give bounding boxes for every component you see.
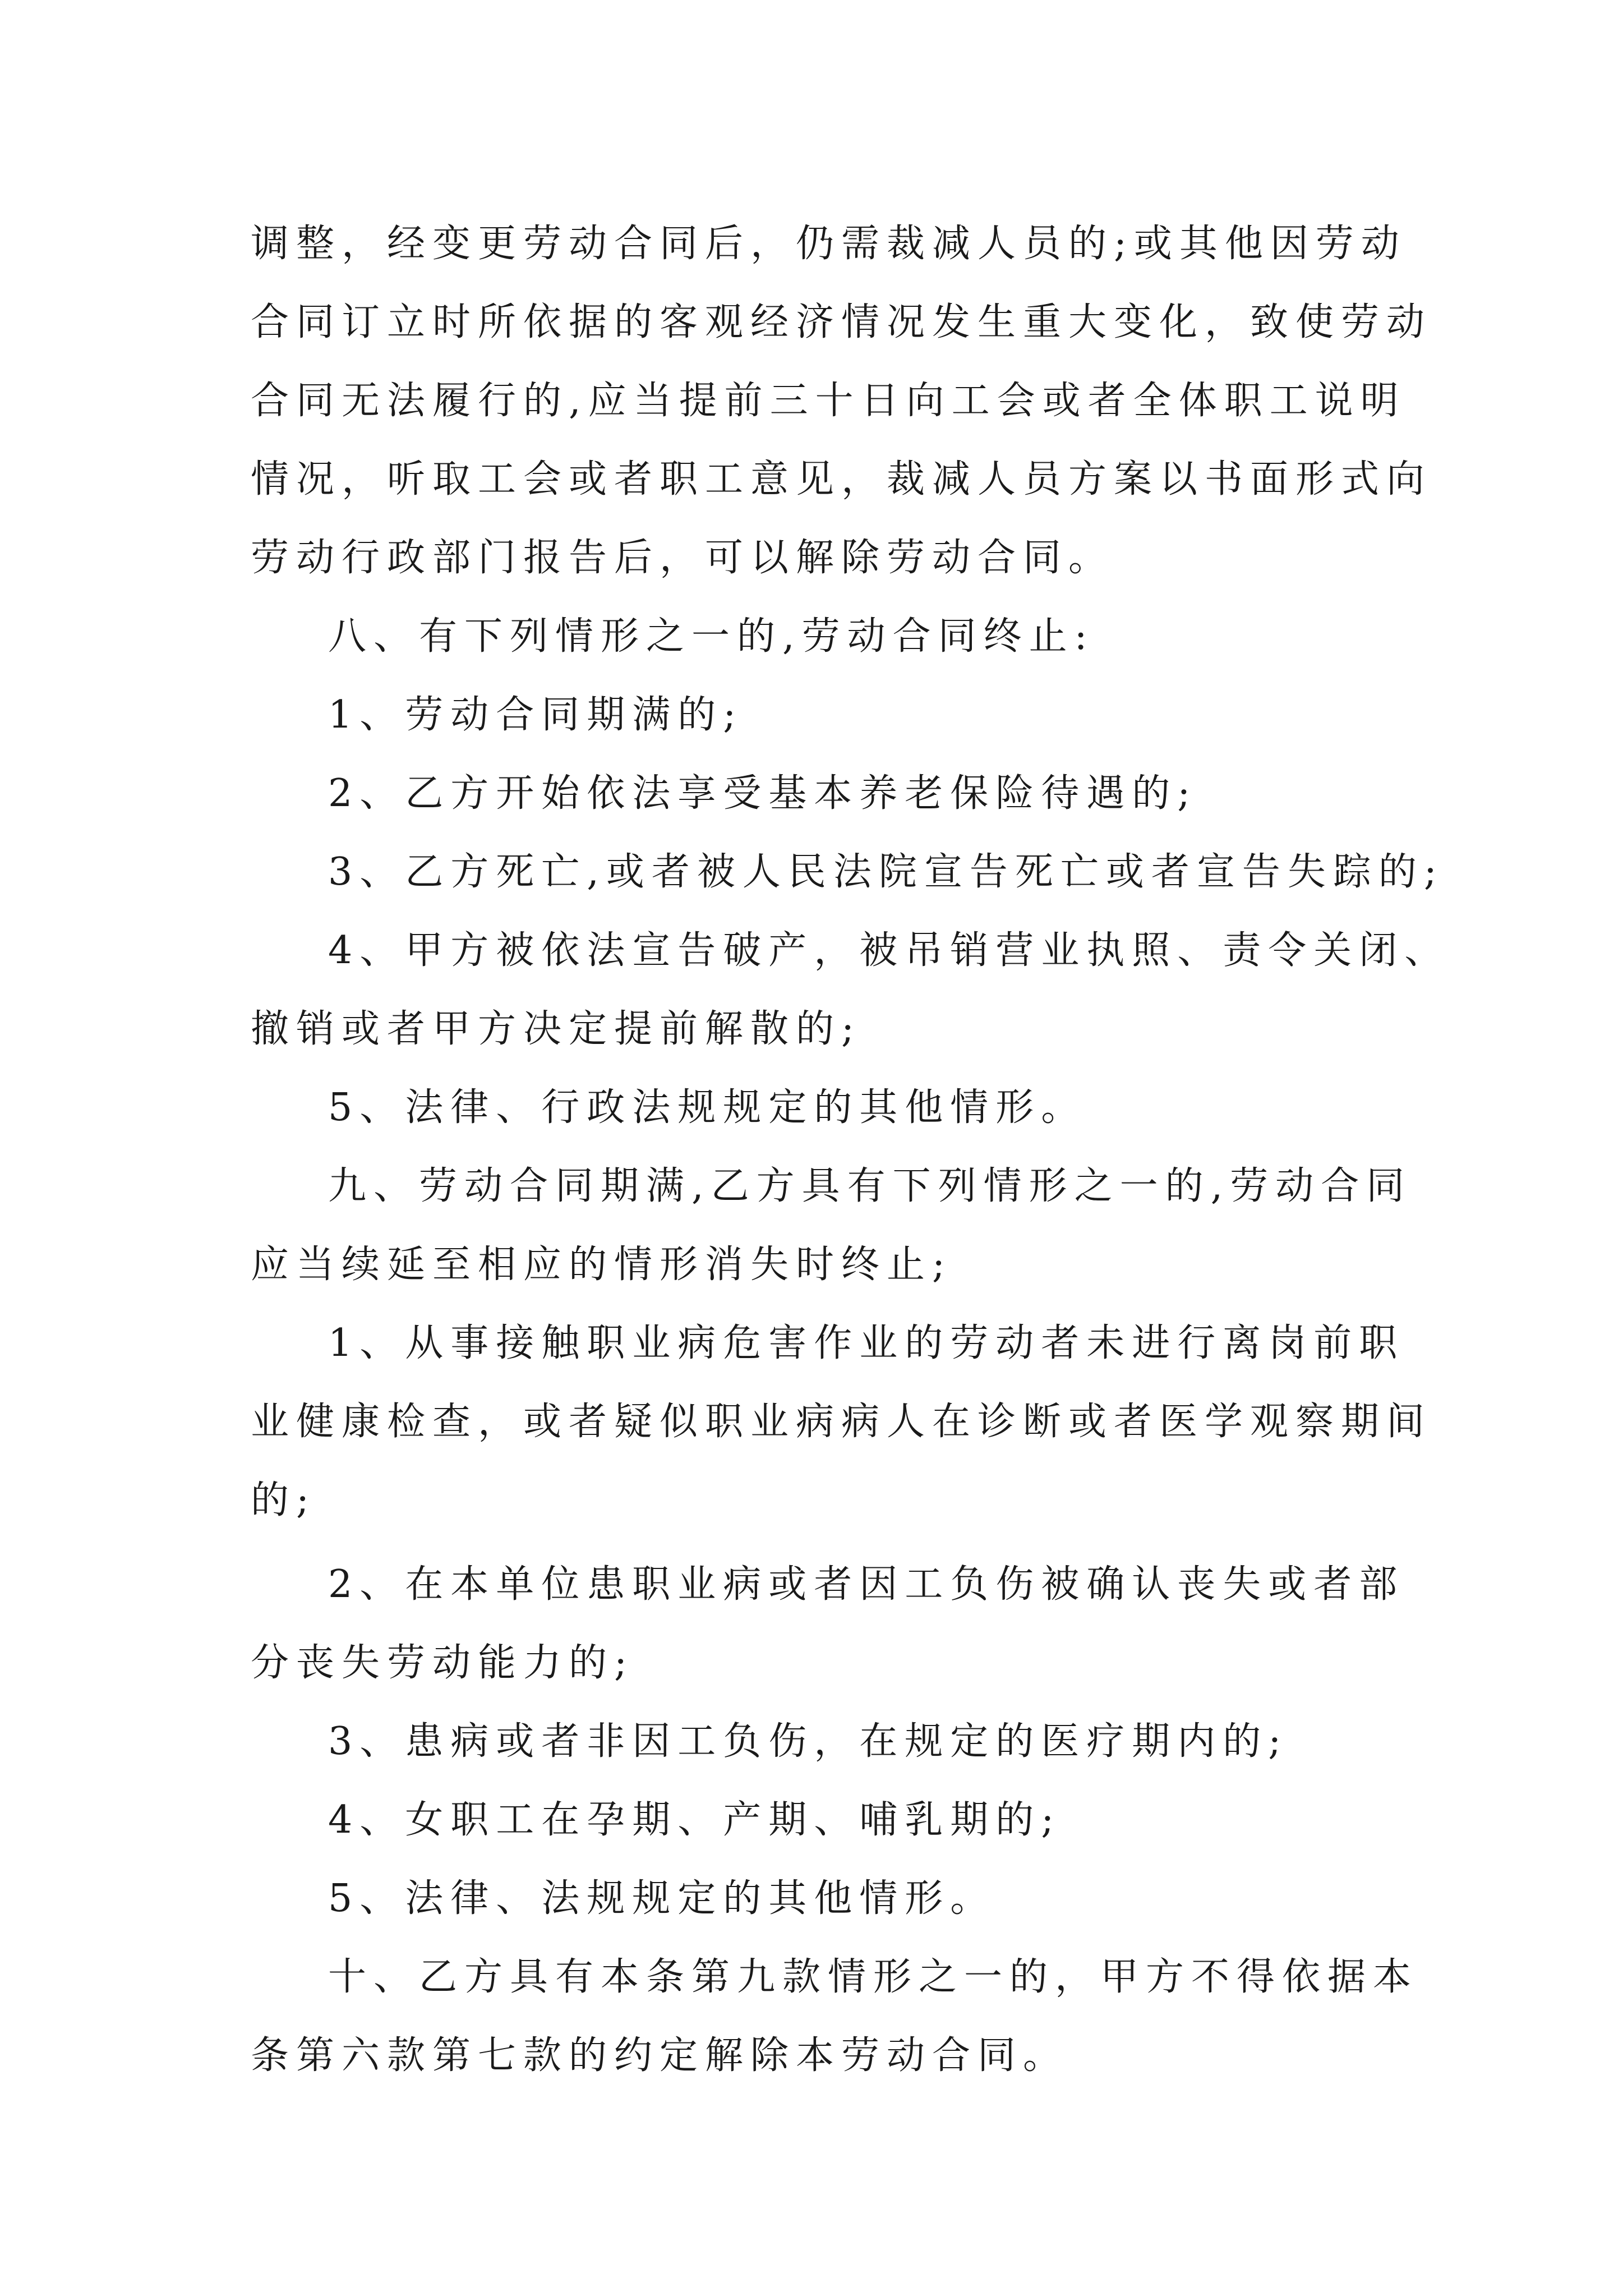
text-line: 条第六款第七款的约定解除本劳动合同。 xyxy=(251,2033,1069,2078)
list-item: 2、乙方开始依法享受基本养老保险待遇的; xyxy=(328,771,1198,816)
text-line: 应当续延至相应的情形消失时终止; xyxy=(251,1243,952,1287)
text-line: 业健康检查，或者疑似职业病病人在诊断或者医学观察期间 xyxy=(251,1400,1432,1444)
list-item: 4、甲方被依法宣告破产，被吊销营业执照、责令关闭、 xyxy=(328,928,1450,973)
text-line: 调整，经变更劳动合同后，仍需裁减人员的;或其他因劳动 xyxy=(251,222,1407,266)
list-item: 5、法律、行政法规规定的其他情形。 xyxy=(328,1085,1087,1130)
text-line: 的; xyxy=(251,1478,316,1522)
list-item: 1、从事接触职业病危害作业的劳动者未进行离岗前职 xyxy=(328,1321,1405,1365)
list-item: 3、患病或者非因工负伤，在规定的医疗期内的; xyxy=(328,1719,1289,1764)
text-line: 劳动行政部门报告后，可以解除劳动合同。 xyxy=(251,536,1114,580)
text-line: 分丧失劳动能力的; xyxy=(251,1641,634,1685)
list-item: 2、在本单位患职业病或者因工负伤被确认丧失或者部 xyxy=(328,1562,1405,1607)
list-item: 5、法律、法规规定的其他情形。 xyxy=(328,1876,996,1921)
list-item: 4、女职工在孕期、产期、哺乳期的; xyxy=(328,1798,1062,1842)
section-heading: 九、劳动合同期满,乙方具有下列情形之一的,劳动合同 xyxy=(328,1164,1412,1208)
text-line: 情况，听取工会或者职工意见，裁减人员方案以书面形式向 xyxy=(251,457,1432,501)
list-item: 1、劳动合同期满的; xyxy=(328,693,744,737)
text-line: 撤销或者甲方决定提前解散的; xyxy=(251,1007,861,1051)
section-heading: 十、乙方具有本条第九款情形之一的，甲方不得依据本 xyxy=(328,1955,1419,1999)
list-item: 3、乙方死亡,或者被人民法院宣告死亡或者宣告失踪的; xyxy=(328,850,1444,894)
text-line: 合同订立时所依据的客观经济情况发生重大变化，致使劳动 xyxy=(251,300,1432,344)
text-line: 合同无法履行的,应当提前三十日向工会或者全体职工说明 xyxy=(251,379,1406,423)
section-heading: 八、有下列情形之一的,劳动合同终止: xyxy=(328,614,1095,659)
